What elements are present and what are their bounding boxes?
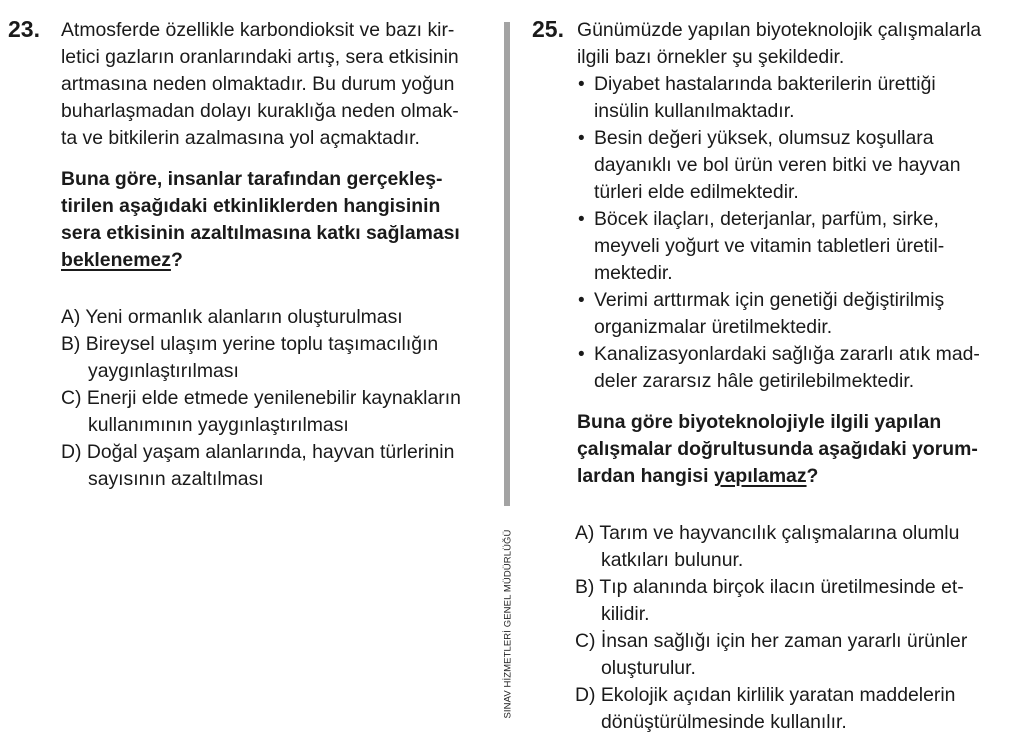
- option-text: B) Tıp alanında birçok ilacın üretilmesinde et-: [575, 576, 964, 598]
- passage-line: letici gazların oranlarındaki artış, sera etkisinin: [61, 46, 459, 68]
- option-text-continued: kullanımının yaygınlaştırılması: [88, 414, 349, 436]
- bullet-icon: •: [578, 209, 585, 230]
- option-text-continued: yaygınlaştırılması: [88, 360, 239, 382]
- stem-line: Buna göre biyoteknolojiyle ilgili yapılan: [577, 411, 942, 433]
- intro-line: ilgili bazı örnekler şu şekildedir.: [577, 46, 845, 68]
- option-text: D) Doğal yaşam alanlarında, hayvan türlerinin: [61, 441, 455, 463]
- option-text-continued: kilidir.: [601, 603, 650, 625]
- passage-line: artmasına neden olmaktadır. Bu durum yoğun: [61, 73, 455, 95]
- stem-line: Buna göre, insanlar tarafından gerçekleş-: [61, 168, 443, 190]
- option-text-continued: katkıları bulunur.: [601, 549, 744, 571]
- bullet-text: Böcek ilaçları, deterjanlar, parfüm, sirke,: [594, 208, 939, 230]
- stem-line: [577, 463, 818, 490]
- bullet-text: Kanalizasyonlardaki sağlığa zararlı atık mad-: [594, 343, 980, 365]
- bullet-text: meyveli yoğurt ve vitamin tabletleri üretil-: [594, 235, 945, 257]
- stem-line: [61, 247, 183, 274]
- bullet-text: insülin kullanılmaktadır.: [594, 100, 795, 122]
- stem-negative-keyword: beklenemez: [61, 249, 171, 271]
- bullet-icon: •: [578, 290, 585, 311]
- bullet-text: mektedir.: [594, 262, 673, 284]
- bullet-text: Verimi arttırmak için genetiği değiştirilmiş: [594, 289, 945, 311]
- passage-line: Atmosferde özellikle karbondioksit ve bazı kir-: [61, 19, 455, 41]
- stem-question-mark: ?: [806, 465, 819, 487]
- bullet-icon: •: [578, 128, 585, 149]
- column-divider: [504, 22, 510, 506]
- intro-line: Günümüzde yapılan biyoteknolojik çalışmalarla: [577, 19, 982, 41]
- stem-line: çalışmalar doğrultusunda aşağıdaki yorum-: [577, 438, 978, 460]
- bullet-text: organizmalar üretilmektedir.: [594, 316, 833, 338]
- stem-question-mark: ?: [170, 249, 183, 271]
- option-text: A) Tarım ve hayvancılık çalışmalarına olumlu: [575, 522, 960, 544]
- bullet-icon: •: [578, 344, 585, 365]
- option-text: A) Yeni ormanlık alanların oluşturulması: [61, 306, 403, 328]
- option-text: C) İnsan sağlığı için her zaman yararlı ürünler: [575, 630, 968, 652]
- option-text-continued: oluşturulur.: [601, 657, 696, 679]
- stem-negative-keyword: yapılamaz: [713, 465, 807, 487]
- bullet-text: Diyabet hastalarında bakterilerin ürettiği: [594, 73, 936, 95]
- bullet-text: Besin değeri yüksek, olumsuz koşullara: [594, 127, 934, 149]
- stem-prefix: lardan hangisi: [577, 465, 714, 487]
- option-text-continued: sayısının azaltılması: [88, 468, 264, 490]
- bullet-icon: •: [578, 74, 585, 95]
- option-text: B) Bireysel ulaşım yerine toplu taşımacılığın: [61, 333, 439, 355]
- question-number: 25.: [532, 16, 564, 42]
- question-number: 23.: [8, 16, 40, 42]
- passage-line: ta ve bitkilerin azalmasına yol açmaktadır.: [61, 127, 420, 149]
- stem-line: tirilen aşağıdaki etkinliklerden hangisinin: [61, 195, 441, 217]
- bullet-text: deler zararsız hâle getirilebilmektedir.: [594, 370, 915, 392]
- footer-publisher-text: SINAV HİZMETLERİ GENEL MÜDÜRLÜĞÜ: [502, 529, 514, 719]
- bullet-text: türleri elde edilmektedir.: [594, 181, 799, 203]
- option-text: D) Ekolojik açıdan kirlilik yaratan maddelerin: [575, 684, 956, 706]
- option-text-continued: dönüştürülmesinde kullanılır.: [601, 711, 847, 733]
- stem-line: sera etkisinin azaltılmasına katkı sağlaması: [61, 222, 460, 244]
- vertical-footer: [498, 512, 518, 736]
- bullet-text: dayanıklı ve bol ürün veren bitki ve hayvan: [594, 154, 961, 176]
- passage-line: buharlaşmadan dolayı kuraklığa neden olmak-: [61, 100, 459, 122]
- option-text: C) Enerji elde etmede yenilenebilir kaynakların: [61, 387, 461, 409]
